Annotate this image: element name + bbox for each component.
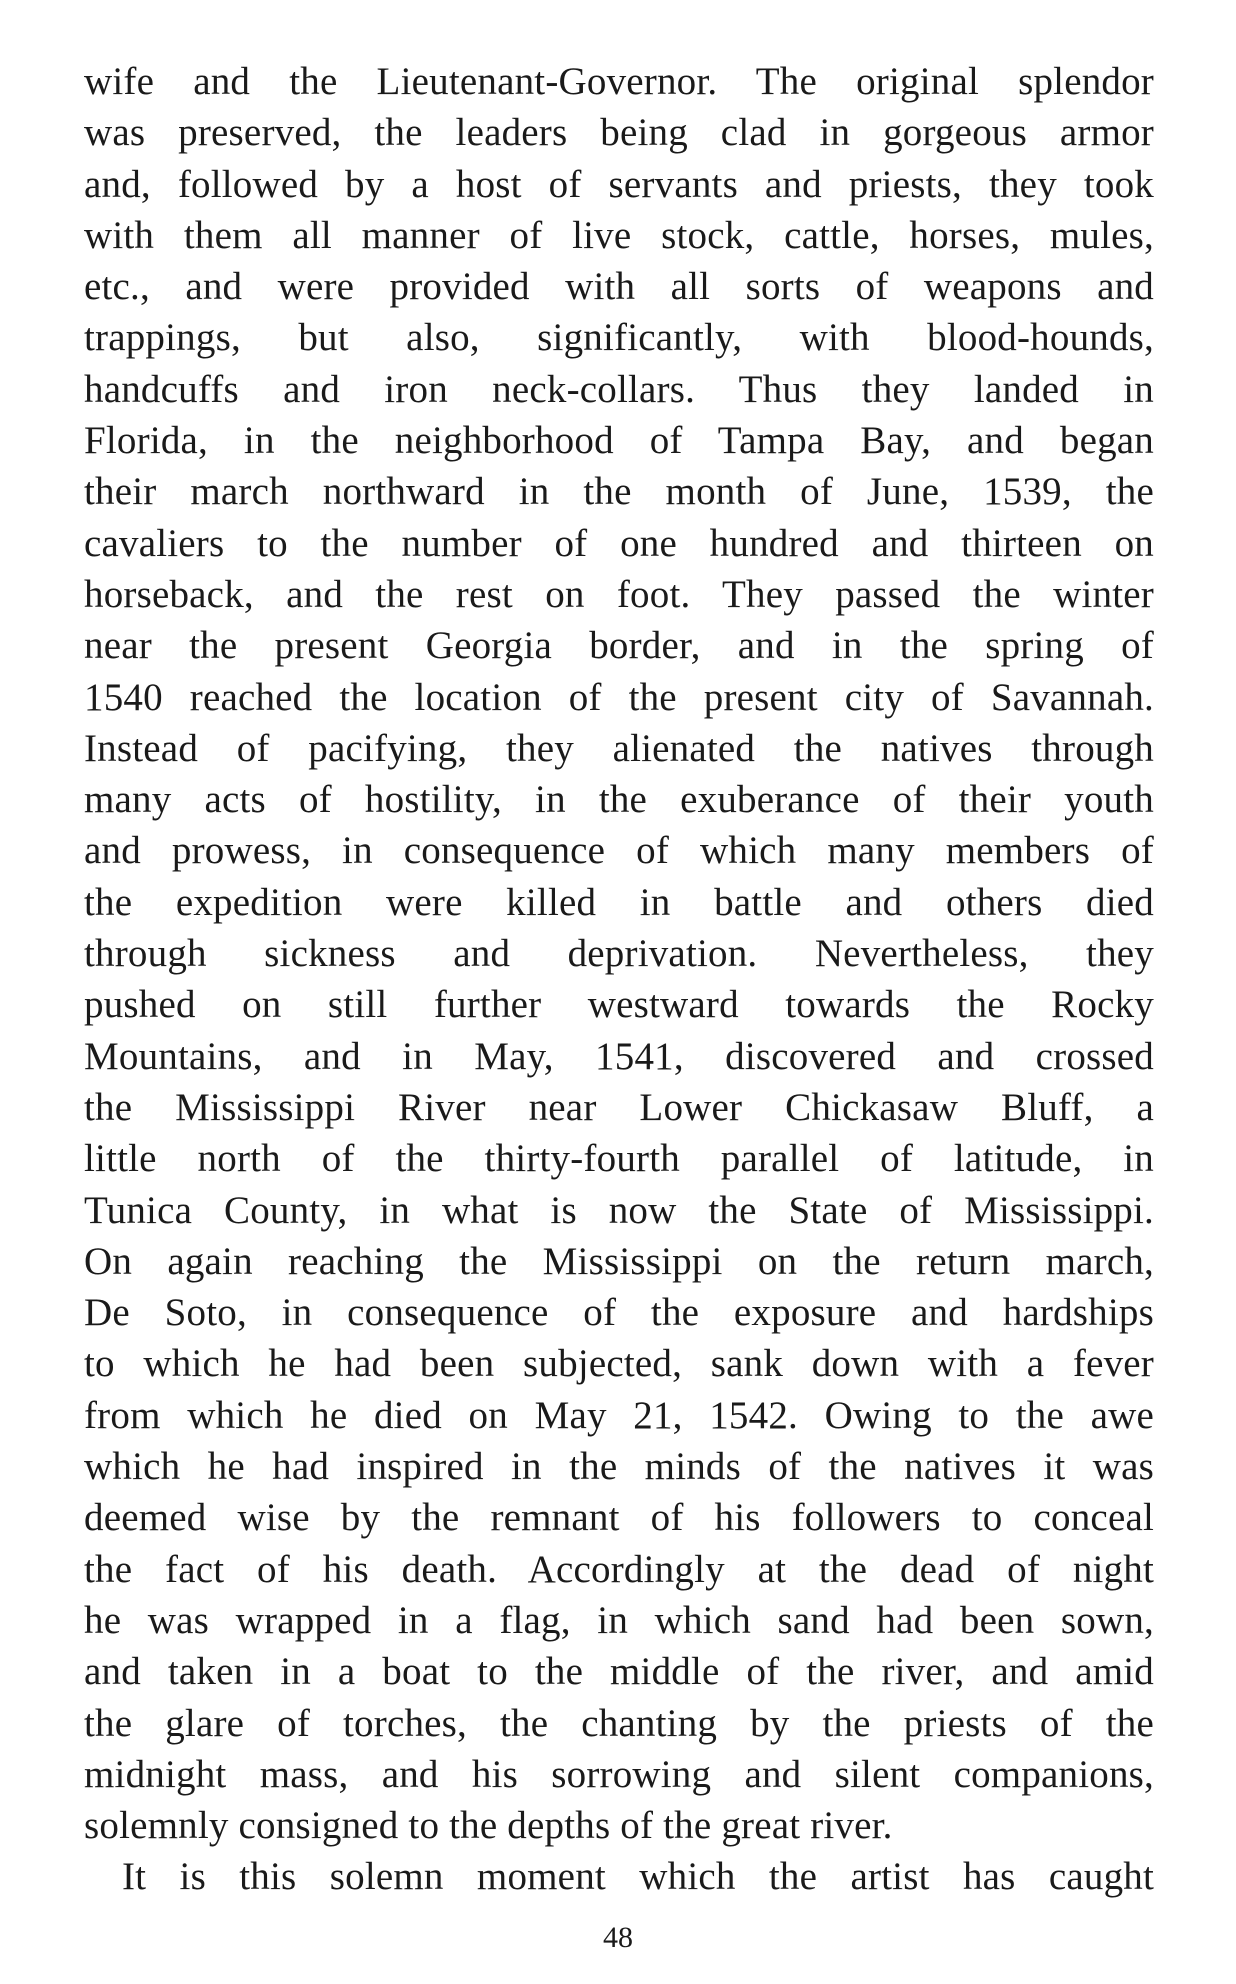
text-line: On again reaching the Mississippi on the return march, <box>84 1239 1154 1283</box>
text-line: wife and the Lieutenant-Governor. The original splendor <box>84 60 1154 103</box>
text-line: their march northward in the month of June, 1539, the <box>84 470 1154 514</box>
text-line: handcuffs and iron neck-collars. Thus they landed in <box>84 367 1154 411</box>
text-line: and, followed by a host of servants and priests, they took <box>84 162 1154 206</box>
text-line: Florida, in the neighborhood of Tampa Bay, and began <box>84 419 1154 463</box>
text-line: the Mississippi River near Lower Chickasaw Bluff, a <box>84 1085 1154 1129</box>
text-line: from which he died on May 21, 1542. Owing to the awe <box>84 1393 1154 1437</box>
text-line: with them all manner of live stock, cattle, horses, mules, <box>84 213 1154 257</box>
text-line: cavaliers to the number of one hundred and thirteen on <box>84 521 1154 565</box>
text-line: 1540 reached the location of the present city of Savannah. <box>84 675 1154 719</box>
text-line: to which he had been subjected, sank down with a fever <box>84 1342 1154 1386</box>
text-line: It is this solemn moment which the artist has caught <box>122 1855 1154 1899</box>
text-line: and taken in a boat to the middle of the river, and amid <box>84 1650 1154 1694</box>
text-line: deemed wise by the remnant of his followers to conceal <box>84 1496 1154 1540</box>
text-line: was preserved, the leaders being clad in gorgeous armor <box>84 111 1154 155</box>
text-line: near the present Georgia border, and in the spring of <box>84 624 1154 668</box>
text-line: the expedition were killed in battle and others died <box>84 880 1154 924</box>
text-line: Instead of pacifying, they alienated the natives through <box>84 726 1154 770</box>
text-line: which he had inspired in the minds of the natives it was <box>84 1445 1154 1489</box>
text-line: horseback, and the rest on foot. They passed the winter <box>84 572 1154 616</box>
text-line: through sickness and deprivation. Nevertheless, they <box>84 932 1154 976</box>
text-line: solemnly consigned to the depths of the great river. <box>84 1804 893 1848</box>
paragraph-1 <box>84 56 1154 1851</box>
text-line: De Soto, in consequence of the exposure and hardships <box>84 1291 1154 1335</box>
page-body <box>84 56 1154 1903</box>
text-line: etc., and were provided with all sorts of weapons and <box>84 265 1154 309</box>
text-line: and prowess, in consequence of which many members of <box>84 829 1154 873</box>
text-line: trappings, but also, significantly, with blood-hounds, <box>84 316 1154 360</box>
text-line: he was wrapped in a flag, in which sand had been sown, <box>84 1598 1154 1642</box>
text-line: Tunica County, in what is now the State of Mississippi. <box>84 1188 1154 1232</box>
text-line: many acts of hostility, in the exuberance of their youth <box>84 778 1154 822</box>
text-line: Mountains, and in May, 1541, discovered and crossed <box>84 1034 1154 1078</box>
text-line: midnight mass, and his sorrowing and silent companions, <box>84 1752 1154 1796</box>
text-line: the fact of his death. Accordingly at the dead of night <box>84 1547 1154 1591</box>
paragraph-2 <box>84 1851 1154 1902</box>
page-number: 48 <box>603 1921 633 1954</box>
text-line: little north of the thirty-fourth parallel of latitude, in <box>84 1137 1154 1181</box>
text-line: pushed on still further westward towards the Rocky <box>84 983 1154 1027</box>
text-line: the glare of torches, the chanting by the priests of the <box>84 1701 1154 1745</box>
